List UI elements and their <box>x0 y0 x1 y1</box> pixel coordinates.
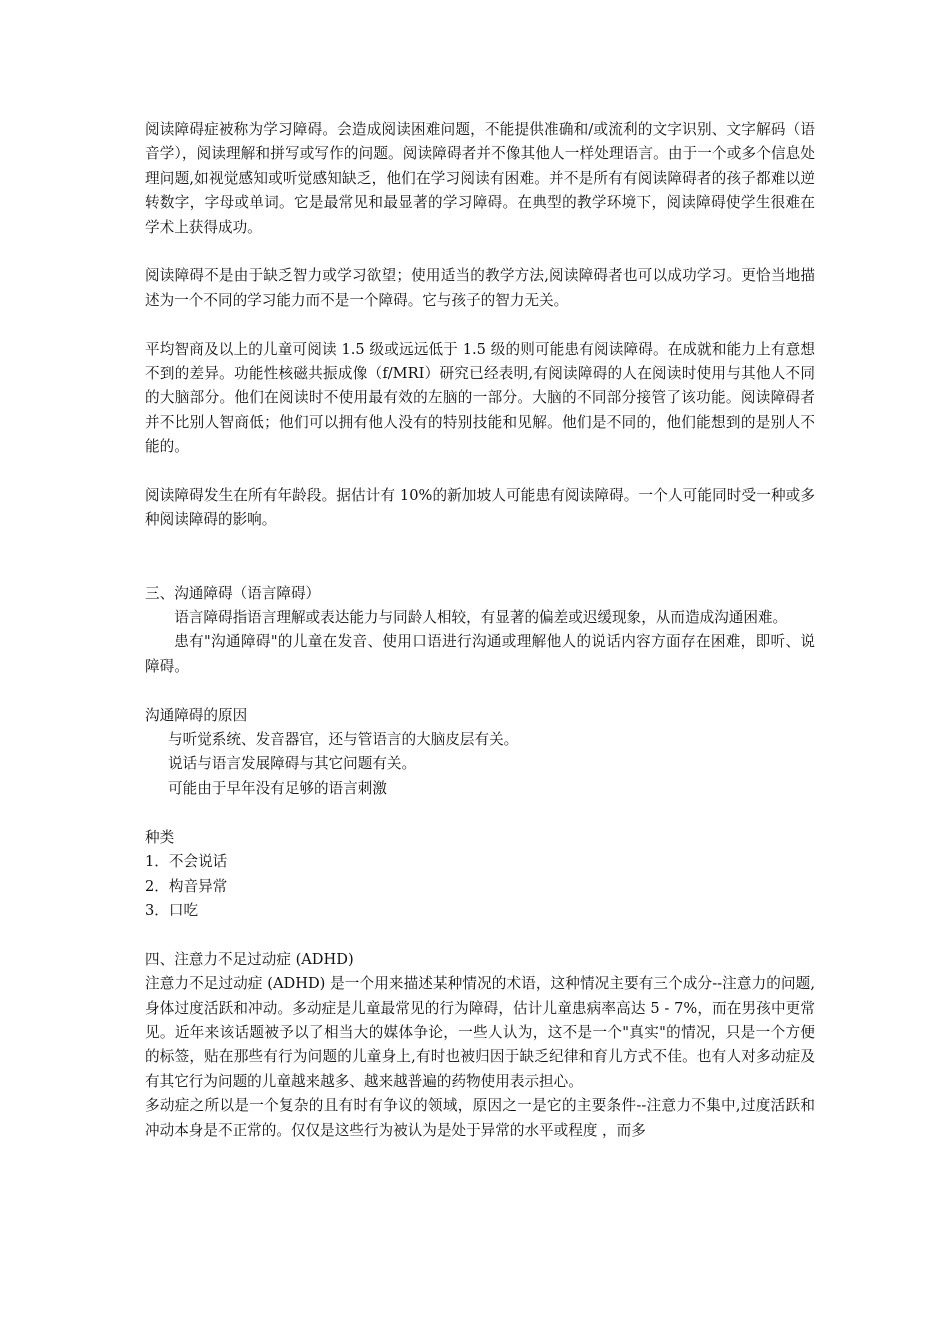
cause-item: 可能由于早年没有足够的语言刺激 <box>168 779 387 797</box>
spacer <box>145 801 815 825</box>
spacer <box>145 240 815 264</box>
paragraph-communication-symptoms: 患有"沟通障碍"的儿童在发音、使用口语进行沟通或理解他人的说话内容方面存在困难，即听、说障碍。 <box>145 633 815 675</box>
paragraph-dyslexia-research: 平均智商及以上的儿童可阅读 1.5 级或远远低于 1.5 级的则可能患有阅读障碍。在成就和能力上有意想不到的差异。功能性核磁共振成像（f/MRI）研究已经表明,有阅读障碍的人在阅读时使用与其他人不同的大脑部分。他们在阅读时不使用最有效的左脑的一部分。大脑的不同部分接管了该功能。阅读障碍者并不比别人智商低；他们可以拥有他人没有的特别技能和见解。他们是不同的，他们能想到的是别人不能的。 <box>145 340 815 456</box>
spacer <box>145 313 815 337</box>
type-item: 3．口吃 <box>145 901 199 919</box>
paragraph-communication-definition: 语言障碍指语言理解或表达能力与同龄人相较，有显著的偏差或迟缓现象，从而造成沟通困难。 <box>174 609 788 627</box>
section-heading-adhd: 四、注意力不足过动症 (ADHD) <box>145 950 354 968</box>
paragraph-dyslexia-intelligence: 阅读障碍不是由于缺乏智力或学习欲望；使用适当的教学方法,阅读障碍者也可以成功学习。更恰当地描述为一个不同的学习能力而不是一个障碍。它与孩子的智力无关。 <box>145 267 815 309</box>
spacer <box>145 533 815 582</box>
paragraph-adhd-definition: 注意力不足过动症 (ADHD) 是一个用来描述某种情况的术语，这种情况主要有三个成分--注意力的问题,身体过度活跃和冲动。多动症是儿童最常见的行为障碍，估计儿童患病率高达 5 - 7%，而在男孩中更常见。近年来该话题被予以了相当大的媒体争论，一些人认为，这不是一个"真实"的情况，只是一个方便的标签，贴在那些有行为问题的儿童身上,有时也被归因于缺乏纪律和育儿方式不佳。也有人对多动症及有其它行为问题的儿童越来越多、越来越普遍的药物使用表示担心。 <box>145 975 815 1090</box>
causes-heading: 沟通障碍的原因 <box>145 706 248 724</box>
cause-item: 与听觉系统、发音器官，还与管语言的大脑皮层有关。 <box>168 731 519 749</box>
paragraph-adhd-controversy: 多动症之所以是一个复杂的且有时有争议的领域，原因之一是它的主要条件--注意力不集中,过度活跃和冲动本身是不正常的。仅仅是这些行为被认为是处于异常的水平或程度 ，而多 <box>145 1097 815 1139</box>
paragraph-dyslexia-definition: 阅读障碍症被称为学习障碍。会造成阅读困难问题，不能提供准确和/或流利的文字识别、文字解码（语音学），阅读理解和拼写或写作的问题。阅读障碍者并不像其他人一样处理语言。由于一个或多个信息处理问题,如视觉感知或听觉感知缺乏，他们在学习阅读有困难。并不是所有有阅读障碍者的孩子都难以逆转数字，字母或单词。它是最常见和最显著的学习障碍。在典型的教学环境下，阅读障碍使学生很难在学术上获得成功。 <box>145 121 815 236</box>
cause-item: 说话与语言发展障碍与其它问题有关。 <box>168 755 417 773</box>
spacer <box>145 679 815 703</box>
document-body <box>145 118 815 1143</box>
spacer <box>145 923 815 947</box>
types-heading: 种类 <box>145 828 175 846</box>
type-item: 1．不会说话 <box>145 853 228 871</box>
paragraph-dyslexia-prevalence: 阅读障碍发生在所有年龄段。据估计有 10%的新加坡人可能患有阅读障碍。一个人可能同时受一种或多种阅读障碍的影响。 <box>145 487 815 529</box>
section-heading-communication: 三、沟通障碍（语言障碍） <box>145 584 321 602</box>
spacer <box>145 460 815 484</box>
type-item: 2．构音异常 <box>145 877 228 895</box>
